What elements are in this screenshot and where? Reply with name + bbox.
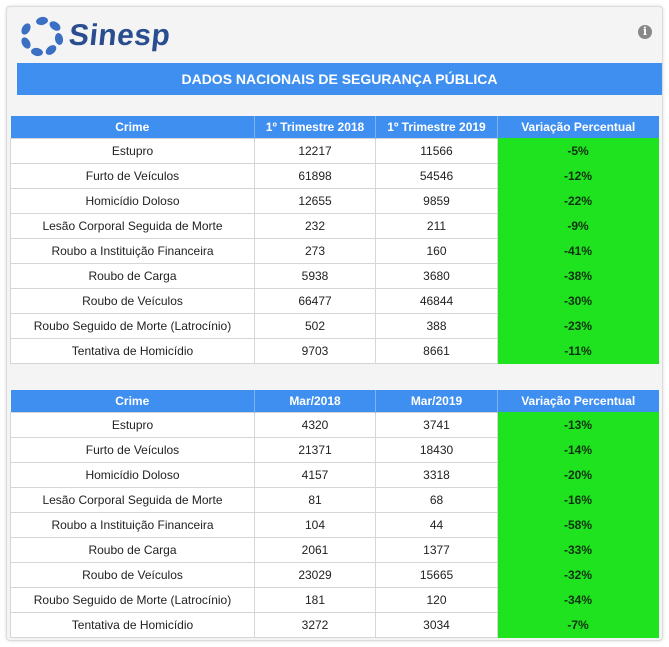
cell-period-a: 2061 bbox=[255, 538, 376, 563]
table-row bbox=[11, 438, 659, 463]
cell-period-a: 21371 bbox=[255, 438, 376, 463]
cell-period-b: 1377 bbox=[376, 538, 498, 563]
logo-text: Sinesp bbox=[67, 19, 173, 52]
table-row bbox=[11, 164, 659, 189]
table-row bbox=[11, 264, 659, 289]
cell-variation: -16% bbox=[498, 488, 659, 513]
cell-period-a: 4157 bbox=[255, 463, 376, 488]
sinesp-logo bbox=[19, 15, 173, 57]
cell-variation: -14% bbox=[498, 438, 659, 463]
cell-variation: -23% bbox=[498, 314, 659, 339]
cell-period-a: 104 bbox=[255, 513, 376, 538]
cell-period-a: 81 bbox=[255, 488, 376, 513]
table-row bbox=[11, 239, 659, 264]
cell-crime: Roubo a Instituição Financeira bbox=[11, 513, 255, 538]
quarterly-table bbox=[10, 116, 659, 364]
table-row bbox=[11, 488, 659, 513]
cell-crime: Homicídio Doloso bbox=[11, 189, 255, 214]
column-header-period-a: Mar/2018 bbox=[255, 390, 376, 413]
cell-variation: -20% bbox=[498, 463, 659, 488]
cell-period-a: 9703 bbox=[255, 339, 376, 364]
cell-period-b: 211 bbox=[376, 214, 498, 239]
cell-crime: Roubo Seguido de Morte (Latrocínio) bbox=[11, 314, 255, 339]
cell-crime: Roubo Seguido de Morte (Latrocínio) bbox=[11, 588, 255, 613]
cell-period-b: 8661 bbox=[376, 339, 498, 364]
cell-period-b: 388 bbox=[376, 314, 498, 339]
cell-period-a: 3272 bbox=[255, 613, 376, 638]
cell-period-b: 46844 bbox=[376, 289, 498, 314]
cell-crime: Tentativa de Homicídio bbox=[11, 613, 255, 638]
column-header-crime: Crime bbox=[11, 390, 255, 413]
cell-crime: Roubo de Veículos bbox=[11, 563, 255, 588]
cell-period-b: 3318 bbox=[376, 463, 498, 488]
table-row bbox=[11, 588, 659, 613]
cell-crime: Lesão Corporal Seguida de Morte bbox=[11, 488, 255, 513]
cell-crime: Estupro bbox=[11, 139, 255, 164]
cell-period-a: 61898 bbox=[255, 164, 376, 189]
cell-variation: -13% bbox=[498, 413, 659, 438]
info-icon[interactable]: i bbox=[638, 25, 652, 39]
table-row bbox=[11, 214, 659, 239]
cell-variation: -41% bbox=[498, 239, 659, 264]
cell-period-b: 11566 bbox=[376, 139, 498, 164]
cell-variation: -12% bbox=[498, 164, 659, 189]
cell-period-b: 54546 bbox=[376, 164, 498, 189]
table-row bbox=[11, 463, 659, 488]
page-title: DADOS NACIONAIS DE SEGURANÇA PÚBLICA bbox=[17, 63, 662, 95]
cell-crime: Homicídio Doloso bbox=[11, 463, 255, 488]
cell-variation: -22% bbox=[498, 189, 659, 214]
cell-variation: -7% bbox=[498, 613, 659, 638]
cell-period-b: 15665 bbox=[376, 563, 498, 588]
table-row bbox=[11, 289, 659, 314]
table-header-row bbox=[11, 390, 659, 413]
column-header-variation: Variação Percentual bbox=[498, 390, 659, 413]
cell-variation: -30% bbox=[498, 289, 659, 314]
cell-variation: -5% bbox=[498, 139, 659, 164]
column-header-period-b: 1º Trimestre 2019 bbox=[376, 116, 498, 139]
cell-period-b: 3680 bbox=[376, 264, 498, 289]
table-row bbox=[11, 613, 659, 638]
cell-period-b: 68 bbox=[376, 488, 498, 513]
cell-period-a: 12217 bbox=[255, 139, 376, 164]
table-row bbox=[11, 413, 659, 438]
cell-variation: -34% bbox=[498, 588, 659, 613]
cell-period-a: 5938 bbox=[255, 264, 376, 289]
cell-variation: -9% bbox=[498, 214, 659, 239]
cell-period-b: 44 bbox=[376, 513, 498, 538]
table-row bbox=[11, 513, 659, 538]
cell-period-a: 12655 bbox=[255, 189, 376, 214]
sinesp-logo-icon bbox=[19, 15, 65, 57]
cell-period-a: 232 bbox=[255, 214, 376, 239]
cell-period-a: 502 bbox=[255, 314, 376, 339]
column-header-period-b: Mar/2019 bbox=[376, 390, 498, 413]
column-header-variation: Variação Percentual bbox=[498, 116, 659, 139]
cell-period-b: 3034 bbox=[376, 613, 498, 638]
cell-variation: -11% bbox=[498, 339, 659, 364]
cell-variation: -58% bbox=[498, 513, 659, 538]
cell-period-b: 3741 bbox=[376, 413, 498, 438]
cell-period-b: 160 bbox=[376, 239, 498, 264]
monthly-table bbox=[10, 390, 659, 638]
cell-crime: Tentativa de Homicídio bbox=[11, 339, 255, 364]
cell-crime: Roubo de Carga bbox=[11, 538, 255, 563]
column-header-crime: Crime bbox=[11, 116, 255, 139]
table-row bbox=[11, 314, 659, 339]
column-header-period-a: 1º Trimestre 2018 bbox=[255, 116, 376, 139]
cell-period-b: 18430 bbox=[376, 438, 498, 463]
cell-crime: Roubo de Veículos bbox=[11, 289, 255, 314]
cell-crime: Estupro bbox=[11, 413, 255, 438]
cell-crime: Lesão Corporal Seguida de Morte bbox=[11, 214, 255, 239]
cell-crime: Roubo de Carga bbox=[11, 264, 255, 289]
table-header-row bbox=[11, 116, 659, 139]
cell-period-a: 4320 bbox=[255, 413, 376, 438]
cell-variation: -32% bbox=[498, 563, 659, 588]
cell-period-a: 181 bbox=[255, 588, 376, 613]
table-row bbox=[11, 538, 659, 563]
cell-crime: Furto de Veículos bbox=[11, 164, 255, 189]
cell-period-a: 66477 bbox=[255, 289, 376, 314]
table-row bbox=[11, 139, 659, 164]
cell-period-a: 273 bbox=[255, 239, 376, 264]
table-row bbox=[11, 563, 659, 588]
cell-crime: Furto de Veículos bbox=[11, 438, 255, 463]
cell-variation: -33% bbox=[498, 538, 659, 563]
cell-period-b: 9859 bbox=[376, 189, 498, 214]
cell-crime: Roubo a Instituição Financeira bbox=[11, 239, 255, 264]
table-row bbox=[11, 339, 659, 364]
cell-variation: -38% bbox=[498, 264, 659, 289]
cell-period-a: 23029 bbox=[255, 563, 376, 588]
table-row bbox=[11, 189, 659, 214]
cell-period-b: 120 bbox=[376, 588, 498, 613]
header bbox=[7, 7, 662, 63]
